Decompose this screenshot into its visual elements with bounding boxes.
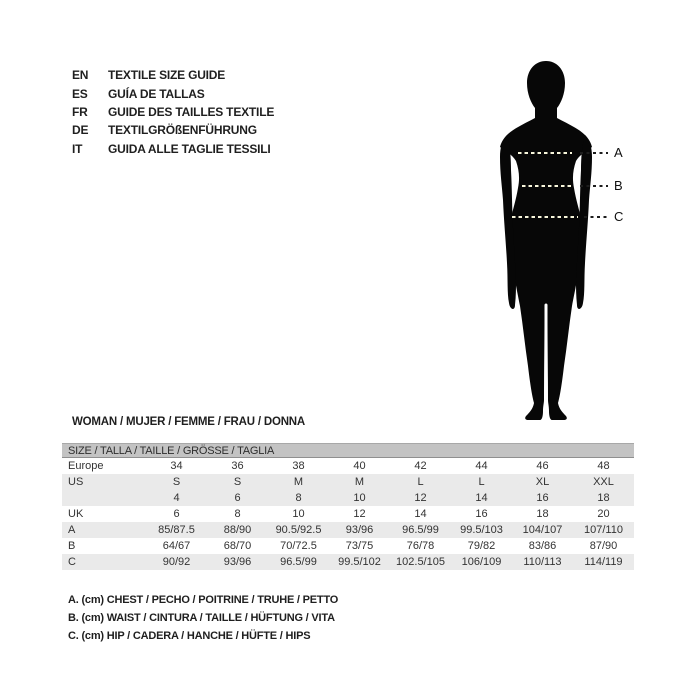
table-cell: 88/90	[223, 524, 252, 536]
table-row	[62, 538, 634, 554]
table-row	[62, 522, 634, 538]
legend-line: A. (cm) CHEST / PECHO / POITRINE / TRUHE / PETTO	[68, 594, 339, 606]
table-cell: 70/72.5	[280, 540, 317, 552]
table-cell: 99.5/103	[460, 524, 503, 536]
table-cell: 104/107	[522, 524, 563, 536]
table-cell: 18	[536, 508, 549, 520]
table-cell: 46	[536, 460, 549, 472]
table-cell: 20	[597, 508, 610, 520]
table-cell: 90/92	[162, 556, 191, 568]
table-cell: 42	[414, 460, 427, 472]
table-cell: 99.5/102	[338, 556, 381, 568]
table-cell: 8	[295, 492, 302, 504]
table-cell: 40	[353, 460, 366, 472]
table-cell: 102.5/105	[396, 556, 445, 568]
language-title: TEXTILE SIZE GUIDE	[108, 68, 226, 83]
language-code: FR	[72, 104, 88, 119]
table-cell: 36	[231, 460, 244, 472]
size-table	[62, 443, 634, 570]
table-cell: 114/119	[584, 556, 623, 568]
table-cell: 96.5/99	[402, 524, 439, 536]
table-cell: 106/109	[461, 556, 502, 568]
measure-label-b: B	[614, 178, 623, 193]
row-label: Europe	[68, 460, 104, 472]
row-label: C	[68, 556, 76, 568]
table-cell: 76/78	[406, 540, 435, 552]
table-cell: 93/96	[345, 524, 374, 536]
table-cell: 93/96	[223, 556, 252, 568]
table-cell: 90.5/92.5	[275, 524, 322, 536]
table-cell: 64/67	[162, 540, 191, 552]
hip-dotted-line-callout	[584, 216, 610, 218]
language-title: TEXTILGRÖßENFÜHRUNG	[108, 123, 257, 138]
table-cell: 83/86	[528, 540, 557, 552]
language-title: GUIDE DES TAILLES TEXTILE	[108, 104, 275, 119]
table-cell: 8	[234, 508, 241, 520]
table-cell: 14	[414, 508, 427, 520]
language-title: GUÍA DE TALLAS	[108, 86, 205, 101]
measurement-legend	[68, 591, 338, 645]
table-cell: 96.5/99	[280, 556, 317, 568]
table-cell: 18	[597, 492, 610, 504]
waist-dotted-line-callout	[580, 185, 608, 187]
table-row	[62, 474, 634, 490]
table-cell: 6	[234, 492, 241, 504]
table-cell: 85/87.5	[158, 524, 195, 536]
table-cell: 4	[173, 492, 180, 504]
waist-dotted-line-on-body	[522, 185, 574, 187]
row-label: A	[68, 524, 76, 536]
table-cell: 68/70	[223, 540, 252, 552]
row-label	[62, 490, 146, 506]
hip-dotted-line-on-body	[512, 216, 578, 218]
table-cell: L	[417, 476, 424, 488]
table-cell: 16	[536, 492, 549, 504]
table-cell: L	[478, 476, 485, 488]
language-code: IT	[72, 141, 83, 156]
table-cell: 73/75	[345, 540, 374, 552]
table-cell: 16	[475, 508, 488, 520]
table-cell: M	[354, 476, 365, 488]
table-cell: 48	[597, 460, 610, 472]
language-code: DE	[72, 123, 89, 138]
language-code: ES	[72, 86, 88, 101]
table-cell: 107/110	[584, 524, 623, 536]
legend-line: B. (cm) WAIST / CINTURA / TAILLE / HÜFTUNG / VITA	[68, 612, 335, 624]
table-cell: 10	[353, 492, 366, 504]
table-cell: XL	[535, 476, 550, 488]
chest-dotted-line-on-body	[518, 152, 572, 154]
language-code: EN	[72, 68, 89, 83]
table-cell: 10	[292, 508, 305, 520]
table-cell: 12	[353, 508, 366, 520]
table-cell: 79/82	[467, 540, 496, 552]
table-cell: 87/90	[589, 540, 618, 552]
table-cell: 6	[173, 508, 180, 520]
table-cell: 34	[170, 460, 183, 472]
table-row	[62, 458, 634, 474]
row-label: UK	[68, 508, 84, 520]
language-title: GUIDA ALLE TAGLIE TESSILI	[108, 141, 271, 156]
table-cell: M	[293, 476, 304, 488]
woman-silhouette	[480, 58, 612, 424]
table-cell: 14	[475, 492, 488, 504]
chest-dotted-line-callout	[580, 152, 608, 154]
table-cell: 44	[475, 460, 488, 472]
table-cell: 12	[414, 492, 427, 504]
size-table-header: SIZE / TALLA / TAILLE / GRÖSSE / TAGLIA	[62, 443, 634, 458]
table-cell: S	[172, 476, 181, 488]
size-table-body	[62, 458, 634, 570]
row-label: US	[68, 476, 84, 488]
silhouette-body	[500, 61, 592, 420]
table-cell: 38	[292, 460, 305, 472]
measure-label-c: C	[614, 209, 624, 224]
table-cell: 110/113	[523, 556, 562, 568]
row-label: B	[68, 540, 76, 552]
table-row	[62, 506, 634, 522]
section-title: WOMAN / MUJER / FEMME / FRAU / DONNA	[72, 416, 306, 428]
table-row	[62, 554, 634, 570]
measure-label-a: A	[614, 145, 623, 160]
table-cell: XXL	[593, 476, 614, 488]
legend-line: C. (cm) HIP / CADERA / HANCHE / HÜFTE / HIPS	[68, 630, 311, 642]
table-row	[62, 490, 634, 506]
table-cell: S	[233, 476, 242, 488]
